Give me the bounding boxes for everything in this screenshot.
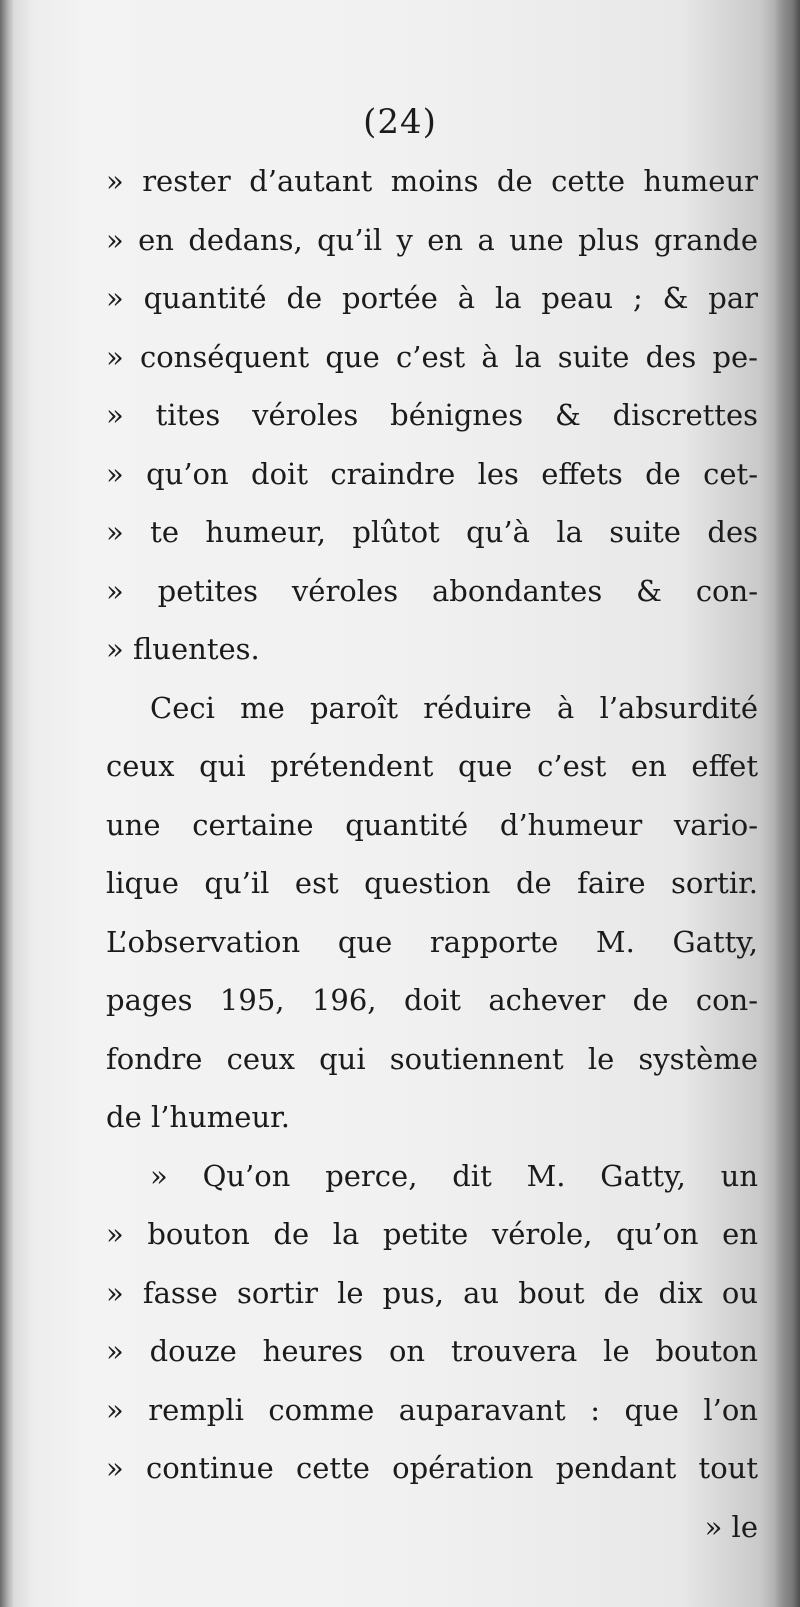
text-line: » en dedans, qu’il y en a une plus grande — [106, 222, 758, 257]
text-line: une certaine quantité d’humeur vario- — [106, 807, 758, 842]
text-line: de l’humeur. — [106, 1100, 291, 1134]
page-number: (24) — [363, 102, 437, 142]
text-line: » rester d’autant moins de cette humeur — [106, 164, 758, 198]
text-line: » tites véroles bénignes & discrettes — [106, 398, 758, 432]
text-line: » continue cette opération pendant tout — [106, 1451, 758, 1485]
text-line: » fasse sortir le pus, au bout de dix ou — [106, 1275, 758, 1310]
text-line: » petites véroles abondantes & con- — [106, 573, 758, 608]
text-line: » conséquent que c’est à la suite des pe- — [106, 339, 758, 374]
text-line: Ceci me paroît réduire à l’absurdité — [150, 690, 758, 725]
text-line: fondre ceux qui soutiennent le système — [106, 1041, 758, 1076]
catchword: » le — [704, 1509, 758, 1544]
page-left-edge-shadow — [0, 0, 14, 1607]
text-line: » bouton de la petite vérole, qu’on en — [106, 1217, 758, 1251]
text-line: » te humeur, plûtot qu’à la suite des — [106, 515, 758, 549]
text-line: » rempli comme auparavant : que l’on — [106, 1392, 758, 1427]
text-line: » fluentes. — [106, 632, 260, 666]
text-line: » douze heures on trouvera le bouton — [106, 1334, 758, 1368]
text-line: ceux qui prétendent que c’est en effet — [106, 749, 758, 783]
body-text — [106, 152, 758, 1556]
text-line: » qu’on doit craindre les effets de cet- — [106, 456, 758, 491]
text-line: L’observation que rapporte M. Gatty, — [106, 924, 758, 959]
text-line: pages 195, 196, doit achever de con- — [106, 983, 758, 1017]
text-line: » Qu’on perce, dit M. Gatty, un — [150, 1158, 758, 1193]
text-line: » quantité de portée à la peau ; & par — [106, 281, 758, 315]
text-line: lique qu’il est question de faire sortir. — [106, 866, 758, 900]
page-right-edge-shadow — [774, 0, 800, 1607]
